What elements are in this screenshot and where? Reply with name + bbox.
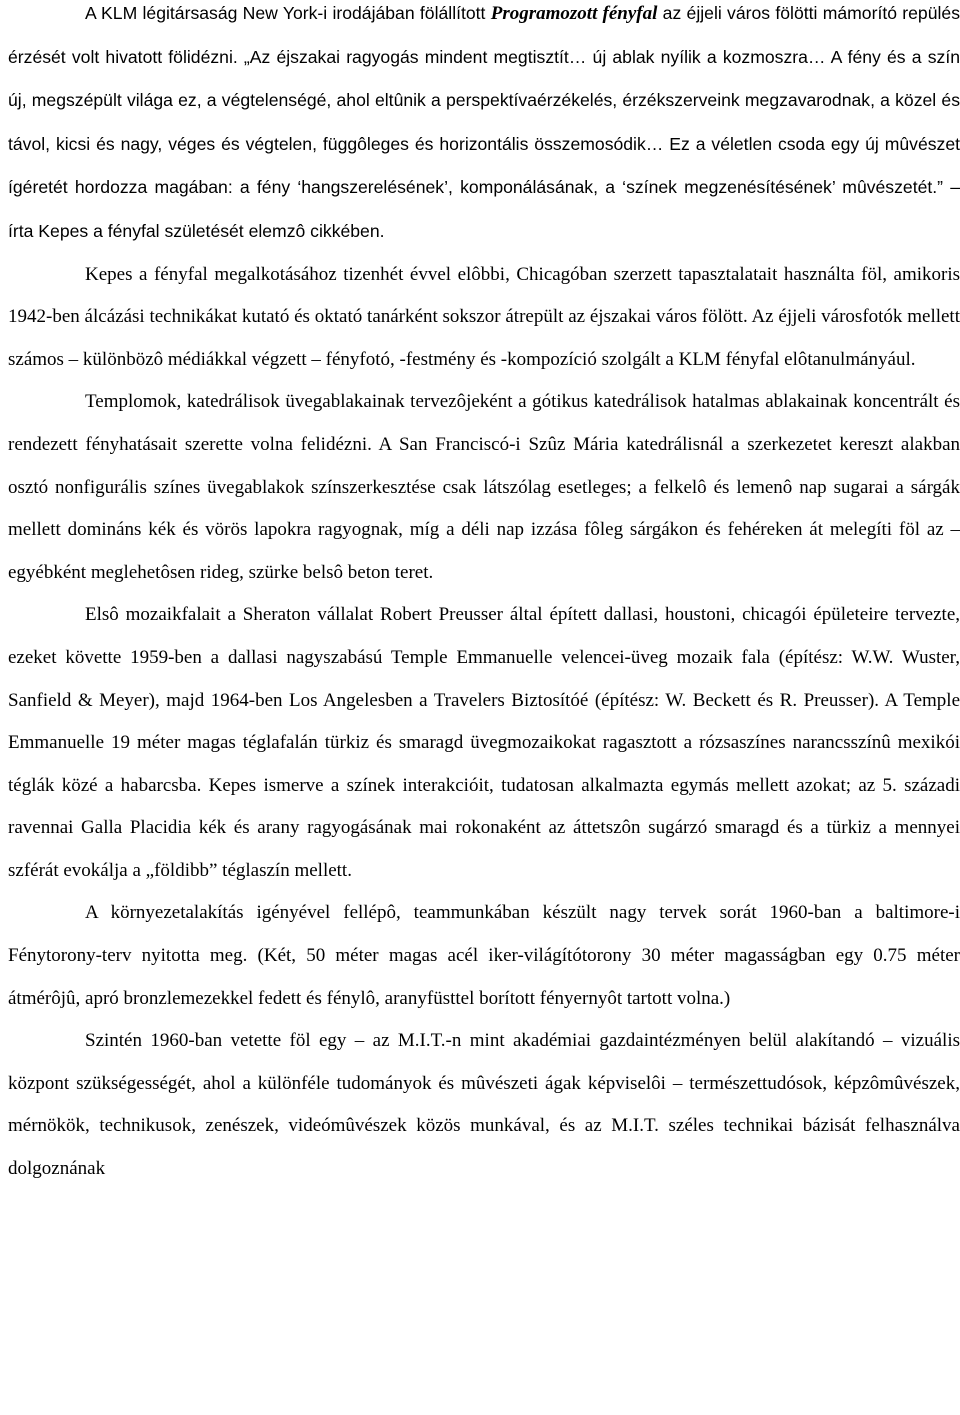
paragraph-1: [8, 0, 960, 254]
paragraph-4: Elsô mozaikfalait a Sheraton vállalat Robert Preusser által épített dallasi, houstoni, chicagói épületeire tervezte, ezeket követte 1959-ben a dallasi nagyszabású Temple Emmanuelle velencei-üveg mozaik fala (építész: W.W. Wuster, Sanfield & Meyer), majd 1964-ben Los Angelesben a Travelers Biztosítóé (építész: W. Beckett és R. Preusser). A Temple Emmanuelle 19 méter magas téglafalán türkiz és smaragd üvegmozaikokat ragasztott a rózsaszínes narancsszínû mexikói téglák közé a habarcsba. Kepes ismerve a színek interakcióit, tudatosan alkalmazta egymás mellett azokat; az 5. századi ravennai Galla Placidia kék és arany ragyogásának mai rokonaként az áttetszôn sugárzó smaragd és a türkiz a mennyei szférát evokálja a „földibb” téglaszín mellett.: [8, 604, 960, 881]
paragraph-1-mid: az éjjeli város fölötti mámorító repülés érzését volt hivatott fölidézni.: [8, 3, 960, 67]
document-page: [8, 0, 960, 1191]
paragraph-5: A környezetalakítás igényével fellépô, teammunkában készült nagy tervek sorát 1960-ban a baltimore-i Fénytorony-terv nyitotta meg. (Két, 50 méter magas acél iker-világítótorony 30 méter magasságban egy 0.75 méter átmérôjû, apró bronzlemezekkel fedett és fénylô, aranyfüsttel borított fényernyôt tartott volna.): [8, 902, 960, 1009]
paragraph-3: Templomok, katedrálisok üvegablakainak tervezôjeként a gótikus katedrálisok hatalmas ablakainak koncentrált és rendezett fényhatásait szerette volna felidézni. A San Franciscó-i Szûz Mária katedrálisnál a szerkezetet kereszt alakban osztó nonfigurális színes üvegablakok színszerkesztése csak látszólag esetleges; a felkelô és lemenô nap sugarai a sárgák mellett domináns kék és vörös lapokra ragyognak, míg a déli nap izzása fôleg sárgákon és fehéreken át melegíti föl az – egyébként meglehetôsen rideg, szürke belsô beton teret.: [8, 391, 960, 583]
kepes-quote: „Az éjszakai ragyogás mindent megtisztít… új ablak nyílik a kozmoszra… A fény és a szín új, megszépült világa ez, a végtelenségé, ahol eltûnik a perspektívaérzékelés, érzékszerveink megzavarodnak, a közel és távol, kicsi és nagy, véges és végtelen, függôleges és horizontális összemosódik… Ez a véletlen csoda egy új mûvészet ígéretét hordozza magában: a fény ‘hangszerelésének’, komponálásának, a ‘színek megzenésítésének’ mûvészetét.” – írta Kepes a fényfal születését elemzô cikkében.: [8, 46, 960, 241]
paragraph-1-lead: A KLM légitársaság New York-i irodájában fölállított: [85, 3, 491, 23]
paragraph-6: Szintén 1960-ban vetette föl egy – az M.I.T.-n mint akadémiai gazdaintézményen belül alakítandó – vizuális központ szükségességét, ahol a különféle tudományok és mûvészeti ágak képviselôi – természettudósok, képzômûvészek, mérnökök, technikusok, zenészek, videómûvészek közös munkával, és az M.I.T. széles technikai bázisát felhasználva dolgoznának: [8, 1030, 960, 1180]
work-title: Programozott fényfal: [490, 3, 658, 24]
paragraph-2: Kepes a fényfal megalkotásához tizenhét évvel elôbbi, Chicagóban szerzett tapasztalatait használta föl, amikoris 1942-ben álcázási technikákat kutató és oktató tanárként sokszor átrepült az éjszakai város fölött. Az éjjeli városfotók mellett számos – különbözô médiákkal végzett – fényfotó, -festmény és -kompozíció szolgált a KLM fényfal elôtanulmányául.: [8, 263, 960, 370]
